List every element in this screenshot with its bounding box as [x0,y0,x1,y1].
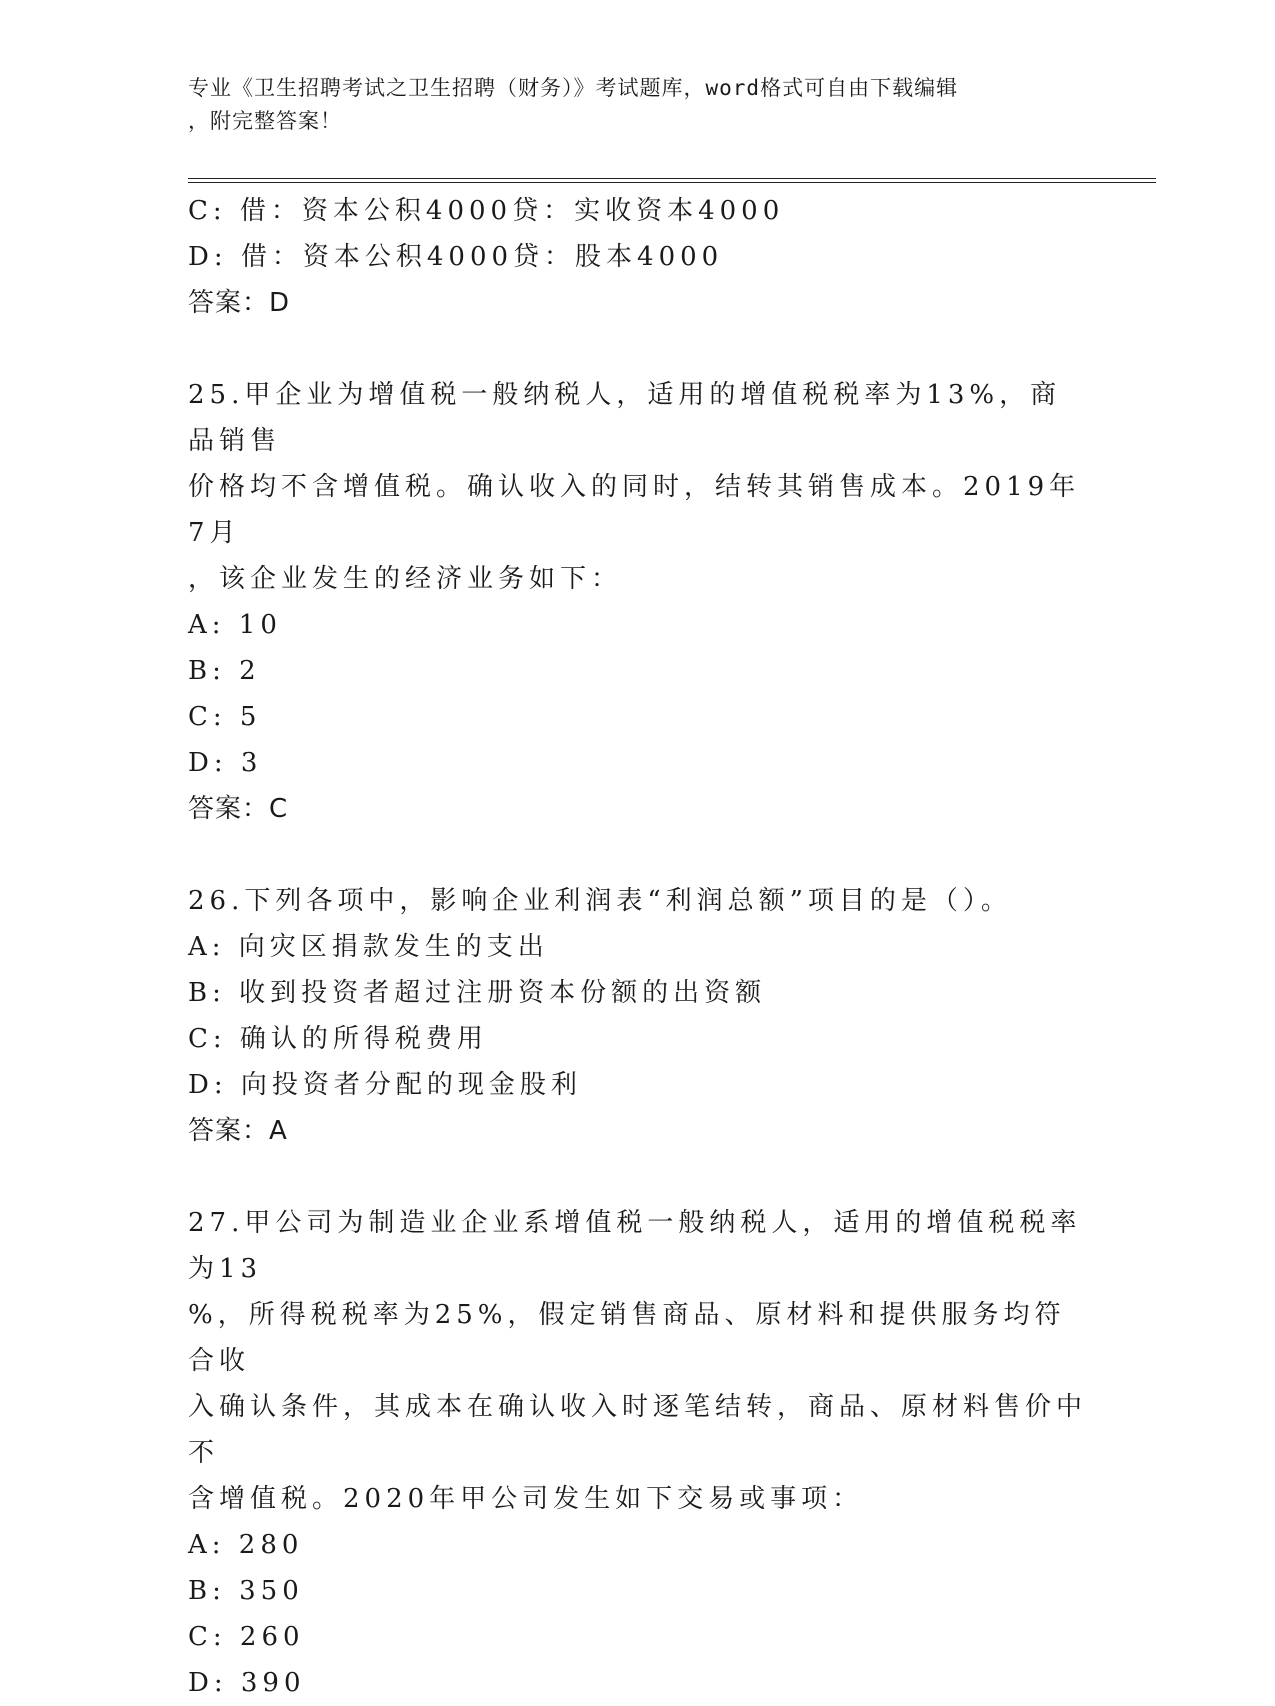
question-stem-line: 25.甲企业为增值税一般纳税人，适用的增值税税率为13%，商品销售 [188,380,1062,456]
option-a: A: 向灾区捐款发生的支出 [188,932,549,962]
question-stem-line: 26.下列各项中，影响企业利润表“利润总额”项目的是（）。 [188,886,1012,916]
question-content [188,188,1088,1706]
option-a: A: 10 [188,610,282,640]
option-c: C: 确认的所得税费用 [188,1024,488,1054]
option-c: C: 借：资本公积4000贷：实收资本4000 [188,196,785,226]
option-d: D: 借：资本公积4000贷：股本4000 [188,242,724,272]
question-block-26 [188,878,1088,1154]
answer-label: 答案：A [188,1116,288,1146]
option-d: D: 3 [188,748,263,778]
answer-label: 答案：D [188,288,291,318]
option-a: A: 280 [188,1530,304,1560]
question-block-27 [188,1200,1088,1706]
question-stem-line: ，该企业发生的经济业务如下： [188,564,623,594]
option-b: B: 350 [188,1576,304,1606]
question-stem-line: %，所得税税率为25%，假定销售商品、原材料和提供服务均符合收 [188,1300,1066,1376]
header-title-line-2: ，附完整答案！ [188,109,342,133]
header-title-line-1: 专业《卫生招聘考试之卫生招聘（财务）》考试题库，word格式可自由下载编辑 [188,76,959,100]
option-d: D: 向投资者分配的现金股利 [188,1070,582,1100]
option-d: D: 390 [188,1668,306,1698]
question-stem-line: 27.甲公司为制造业企业系增值税一般纳税人，适用的增值税税率为13 [188,1208,1082,1284]
answer-label: 答案：C [188,794,289,824]
question-stem-line: 入确认条件，其成本在确认收入时逐笔结转，商品、原材料售价中不 [188,1392,1088,1468]
document-header [188,72,1078,138]
option-b: B: 2 [188,656,261,686]
question-block-24 [188,188,1088,326]
header-divider [188,178,1156,183]
question-stem-line: 含增值税。2020年甲公司发生如下交易或事项： [188,1484,864,1514]
question-block-25 [188,372,1088,832]
option-c: C: 5 [188,702,262,732]
option-b: B: 收到投资者超过注册资本份额的出资额 [188,978,767,1008]
option-c: C: 260 [188,1622,305,1652]
question-stem-line: 价格均不含增值税。确认收入的同时，结转其销售成本。2019年7月 [188,472,1081,548]
